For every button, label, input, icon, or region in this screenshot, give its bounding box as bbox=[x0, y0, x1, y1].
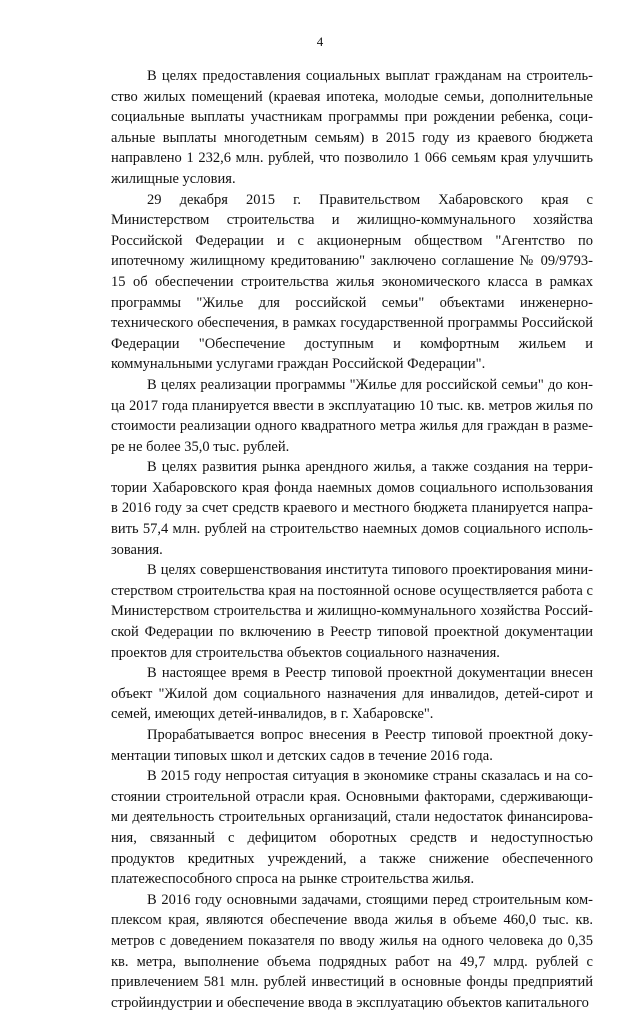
paragraph-registry-object: В настоящее время в Реестр типовой проектной документации внесен объект "Жилой дом социального назначения для инвалидов, детей-сирот и семей, имеющих детей-инвалидов, в г. Хабаровске". bbox=[111, 665, 593, 723]
paragraph-2016-tasks: В 2016 году основными задачами, стоящими перед строительным комплексом края, являются обеспечение ввода жилья в объеме 460,0 тыс. кв. метров с доведением показателя по вводу жилья на одного человека до 0,35 кв. метра, выполнение объема подрядных работ на 49,7 млрд. рублей с привлечением 581 млн. рублей инвестиций в основные фонды предприятий стройиндустрии и обеспечение ввода в эксплуатацию объектов капитального bbox=[111, 891, 593, 1011]
paragraph-social-payments: В целях предоставления социальных выплат гражданам на строительство жилых помещений (краевая ипотека, молодые семьи, дополнительные социальные выплаты участникам программы при рождении ребенка, социальные выплаты многодетным семьям) в 2015 году из краевого бюджета направлено 1 232,6 млн. рублей, что позволило 1 066 семьям края улучшить жилищные условия. bbox=[111, 68, 593, 187]
paragraph-housing-program: В целях реализации программы "Жилье для российской семьи" до конца 2017 года планируется ввести в эксплуатацию 10 тыс. кв. метров жилья по стоимости реализации одного квадратного метра жилья для граждан в размере не более 35,0 тыс. рублей. bbox=[111, 376, 593, 455]
paragraph-schools-kindergartens: Прорабатывается вопрос внесения в Реестр типовой проектной документации типовых школ и детских садов в течение 2016 года. bbox=[111, 727, 593, 764]
paragraph-economic-situation: В 2015 году непростая ситуация в экономике страны сказалась и на состоянии строительной отрасли края. Основными факторами, сдерживающими деятельность строительных организаций, стали недостаток финансирования, связанный с дефицитом оборотных средств и недоступностью продуктов кредитных учреждений, а также снижение обеспеченного платежеспособного спроса на рынке строительства жилья. bbox=[111, 768, 593, 888]
paragraph-rental-housing: В целях развития рынка арендного жилья, а также создания на территории Хабаровского края фонда наемных домов социального использования в 2016 году за счет средств краевого и местного бюджета планируется направить 57,4 млн. рублей на строительство наемных домов социального использования. bbox=[111, 459, 593, 558]
page-number: 4 bbox=[316, 34, 324, 49]
document-body bbox=[111, 66, 593, 1013]
paragraph-agreement: 29 декабря 2015 г. Правительством Хабаровского края с Министерством строительства и жилищно-коммунального хозяйства Российской Федерации и с акционерным обществом "Агентство по ипотечному жилищному кредитованию" заключено соглашение № 09/9793-15 об обеспечении строительства жилья экономического класса в рамках программы "Жилье для российской семьи" объектами инженерно-технического обеспечения, в рамках государственной программы Российской Федерации "Обеспечение доступным и комфортным жильем и коммунальными услугами граждан Российской Федерации". bbox=[111, 191, 593, 373]
paragraph-typical-design: В целях совершенствования института типового проектирования министерством строительства края на постоянной основе осуществляется работа с Министерством строительства и жилищно-коммунального хозяйства Российской Федерации по включению в Реестр типовой проектной документации проектов для строительства объектов социального назначения. bbox=[111, 562, 593, 661]
